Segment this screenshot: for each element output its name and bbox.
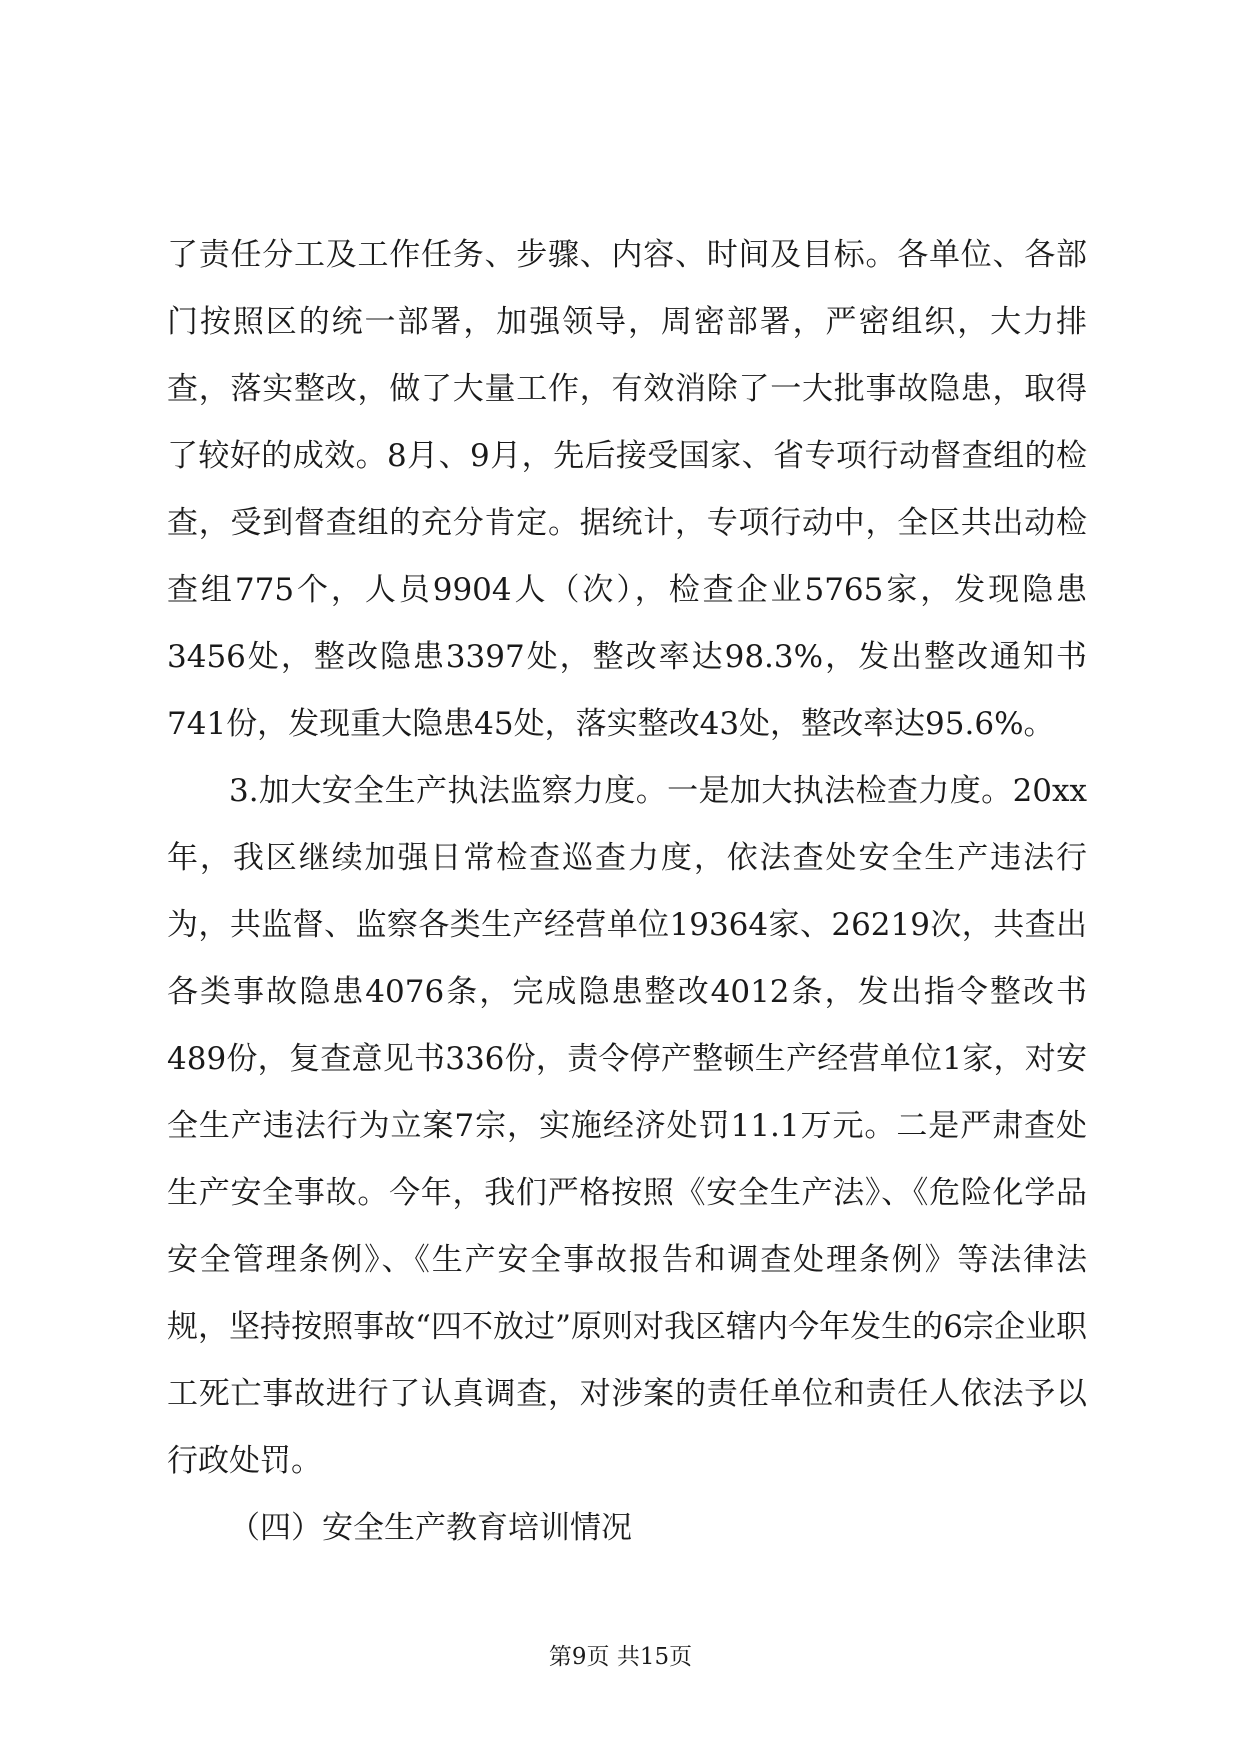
page-footer: 第9页 共15页 [548,1644,693,1670]
paragraph-law-enforcement: 3.加大安全生产执法监察力度。一是加大执法检查力度。20xx年，我区继续加强日常检查巡查力度，依法查处安全生产违法行为，共监督、监察各类生产经营单位19364家、26219次，共查出各类事故隐患4076条，完成隐患整改4012条，发出指令整改书489份，复查意见书336份，责令停产整顿生产经营单位1家，对安全生产违法行为立案7宗，实施经济处罚11.1万元。二是严肃查处生产安全事故。今年，我们严格按照《安全生产法》、《危险化学品安全管理条例》、《生产安全事故报告和调查处理条例》等法律法规，坚持按照事故“四不放过”原则对我区辖内今年发生的6宗企业职工死亡事故进行了认真调查，对涉案的责任单位和责任人依法予以行政处罚。 [167,773,1087,1479]
section-heading-training: （四）安全生产教育培训情况 [229,1510,632,1546]
paragraph-inspection-results: 了责任分工及工作任务、步骤、内容、时间及目标。各单位、各部门按照区的统一部署，加强领导，周密部署，严密组织，大力排查，落实整改，做了大量工作，有效消除了一大批事故隐患，取得了较好的成效。8月、9月，先后接受国家、省专项行动督查组的检查，受到督查组的充分肯定。据统计，专项行动中，全区共出动检查组775个，人员9904人（次），检查企业5765家，发现隐患3456处，整改隐患3397处，整改率达98.3%，发出整改通知书741份，发现重大隐患45处，落实整改43处，整改率达95.6%。 [167,237,1087,742]
document-body [167,222,1087,1562]
